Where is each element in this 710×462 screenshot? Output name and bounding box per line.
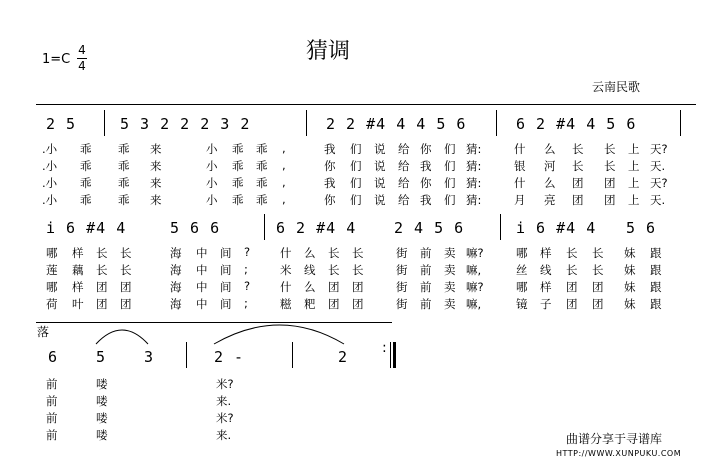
lyric-syllable: 长 (592, 246, 604, 260)
lyric-syllable: 乖 (232, 176, 244, 190)
lyric-syllable: 河 (544, 159, 556, 173)
lyric-syllable: 长 (566, 246, 578, 260)
lyric-syllable: 天. (650, 159, 666, 173)
lyric-syllable: 么 (544, 176, 556, 190)
lyric-syllable: 妹 (624, 246, 636, 260)
lyric-syllable: 米 (280, 263, 292, 277)
lyric-syllable: 团 (352, 280, 364, 294)
lyric-syllable: 给 (398, 176, 410, 190)
measure-8: 2 4 5 6 (394, 219, 465, 237)
lyric-syllable: 们 (350, 142, 362, 156)
lyric-syllable: 糍 (280, 297, 292, 311)
lyric-syllable: 们 (444, 159, 456, 173)
lyric-syllable: 亮 (544, 193, 556, 207)
lyric-syllable: 们 (350, 193, 362, 207)
lyric-syllable: 海 (170, 263, 182, 277)
measure-5: i 6 #4 4 (46, 219, 127, 237)
lyric-syllable: 街 (396, 246, 408, 260)
song-origin: 云南民歌 (592, 80, 641, 94)
lyric-syllable: 上 (628, 176, 640, 190)
lyric-syllable: 中 (196, 246, 208, 260)
lyric-syllable: 长 (328, 246, 340, 260)
lyric-syllable: 中 (196, 263, 208, 277)
measure-9: i 6 #4 4 (516, 219, 597, 237)
lyric-syllable: 你 (420, 142, 432, 156)
lyric-syllable: 天. (650, 193, 666, 207)
note-2-final: 2 (338, 348, 349, 366)
lyric-syllable: 喽 (96, 428, 108, 442)
lyric-syllable: 你 (324, 159, 336, 173)
lyric-syllable: 么 (304, 280, 316, 294)
lyric-syllable: 团 (120, 297, 132, 311)
lyric-syllable: 团 (572, 176, 584, 190)
lyric-syllable: 乖 (232, 142, 244, 156)
lyric-syllable: 们 (350, 159, 362, 173)
lyric-syllable: 前 (46, 411, 58, 425)
lyric-syllable: 么 (544, 142, 556, 156)
lyric-syllable: 跟 (650, 246, 662, 260)
lyric-syllable: 街 (396, 280, 408, 294)
lyric-syllable: 什 (280, 280, 292, 294)
lyric-syllable: 喽 (96, 394, 108, 408)
lyric-syllable: 天? (650, 142, 668, 156)
lyric-syllable: 你 (324, 193, 336, 207)
lyric-syllable: 我 (420, 159, 432, 173)
lyric-syllable: 你 (420, 176, 432, 190)
lyric-syllable: 前 (46, 428, 58, 442)
footer-url[interactable]: HTTP://WWW.XUNPUKU.COM (556, 449, 682, 458)
lyric-syllable: .小 (42, 176, 58, 190)
lyric-syllable: 前 (46, 377, 58, 391)
first-lyric-marker: 落 (37, 325, 50, 339)
lyric-syllable: 荷 (46, 297, 58, 311)
lyric-syllable: 长 (604, 142, 616, 156)
lyric-syllable: , (282, 175, 286, 189)
lyric-syllable: 小 (206, 176, 218, 190)
lyric-syllable: 上 (628, 159, 640, 173)
lyric-syllable: 们 (444, 176, 456, 190)
lyric-syllable: 长 (604, 159, 616, 173)
lyric-syllable: 团 (328, 280, 340, 294)
lyric-syllable: 来. (216, 428, 232, 442)
lyric-syllable: 团 (96, 297, 108, 311)
lyric-syllable: 银 (514, 159, 526, 173)
lyric-syllable: 街 (396, 263, 408, 277)
lyric-syllable: 团 (566, 297, 578, 311)
lyric-syllable: 前 (420, 280, 432, 294)
lyric-syllable: 给 (398, 142, 410, 156)
lyric-syllable: 长 (352, 246, 364, 260)
lyric-syllable: 什 (514, 142, 526, 156)
lyric-syllable: 哪 (46, 280, 58, 294)
tie-2-2 (214, 325, 344, 344)
lyric-syllable: 乖 (256, 176, 268, 190)
lyric-syllable: 小 (206, 193, 218, 207)
lyric-syllable: .小 (42, 142, 58, 156)
lyric-syllable: 叶 (72, 297, 84, 311)
lyric-syllable: 线 (304, 263, 316, 277)
lyric-syllable: 妹 (624, 297, 636, 311)
lyric-syllable: 间 (220, 297, 232, 311)
lyric-syllable: 们 (444, 142, 456, 156)
lyric-syllable: 前 (420, 297, 432, 311)
lyric-syllable: 粑 (304, 297, 316, 311)
lyric-syllable: 长 (328, 263, 340, 277)
note-2-dash: 2 - (214, 348, 245, 366)
lyric-syllable: 么 (304, 246, 316, 260)
lyric-syllable: 丝 (516, 263, 528, 277)
lyric-syllable: 来 (150, 176, 162, 190)
measure-2: 5 3 2 2 2 3 2 (120, 115, 251, 133)
lyric-syllable: 团 (328, 297, 340, 311)
lyric-syllable: 间 (220, 263, 232, 277)
lyric-syllable: 乖 (80, 193, 92, 207)
lyric-syllable: 乖 (256, 193, 268, 207)
lyric-syllable: 长 (96, 263, 108, 277)
lyric-syllable: 海 (170, 297, 182, 311)
lyric-syllable: .小 (42, 193, 58, 207)
time-signature-bottom: 4 (78, 59, 86, 73)
lyric-syllable: 前 (46, 394, 58, 408)
lyric-syllable: 样 (540, 246, 552, 260)
lyric-syllable: 样 (72, 280, 84, 294)
lyric-syllable: 团 (604, 193, 616, 207)
note-3: 3 (144, 348, 155, 366)
lyric-syllable: 样 (540, 280, 552, 294)
lyric-syllable: 卖 (444, 297, 456, 311)
lyric-syllable: 间 (220, 246, 232, 260)
lyric-syllable: 镜 (516, 297, 528, 311)
lyric-syllable: 我 (420, 193, 432, 207)
note-5: 5 (96, 348, 107, 366)
lyric-syllable: 卖 (444, 246, 456, 260)
lyric-syllable: 乖 (256, 159, 268, 173)
lyric-syllable: 猜: (466, 193, 482, 207)
lyric-syllable: 小 (206, 142, 218, 156)
lyric-syllable: 嘛, (466, 263, 482, 277)
lyric-syllable: 乖 (80, 159, 92, 173)
lyric-syllable: 来 (150, 142, 162, 156)
lyric-syllable: 们 (444, 193, 456, 207)
note-6: 6 (48, 348, 59, 366)
lyric-syllable: 嘛, (466, 297, 482, 311)
lyric-syllable: 前 (420, 246, 432, 260)
lyric-syllable: 海 (170, 246, 182, 260)
lyric-syllable: 妹 (624, 263, 636, 277)
measure-7: 6 2 #4 4 (276, 219, 357, 237)
key-signature: 1=C (42, 52, 71, 67)
lyric-syllable: 们 (350, 176, 362, 190)
lyric-syllable: 长 (572, 159, 584, 173)
lyric-syllable: 哪 (516, 280, 528, 294)
lyric-syllable: 给 (398, 193, 410, 207)
lyric-syllable: 团 (96, 280, 108, 294)
lyric-syllable: 跟 (650, 297, 662, 311)
lyric-syllable: 说 (374, 159, 386, 173)
song-title: 猜调 (306, 39, 351, 64)
lyric-syllable: 小 (206, 159, 218, 173)
lyric-syllable: 给 (398, 159, 410, 173)
lyric-syllable: 什 (514, 176, 526, 190)
lyric-syllable: 中 (196, 280, 208, 294)
lyric-syllable: 乖 (118, 193, 130, 207)
lyric-syllable: 团 (592, 280, 604, 294)
lyric-syllable: 莲 (46, 263, 58, 277)
lyric-syllable: 妹 (624, 280, 636, 294)
lyric-syllable: 线 (540, 263, 552, 277)
lyric-syllable: 团 (566, 280, 578, 294)
lyric-syllable: 乖 (232, 193, 244, 207)
lyric-syllable: 团 (120, 280, 132, 294)
lyric-syllable: 天? (650, 176, 668, 190)
lyric-syllable: , (282, 158, 286, 172)
lyric-syllable: 喽 (96, 377, 108, 391)
lyric-syllable: 米? (216, 411, 234, 425)
lyric-syllable: 乖 (232, 159, 244, 173)
lyric-syllable: 猜: (466, 142, 482, 156)
measure-1: 2 5 (46, 115, 77, 133)
lyric-syllable: 米? (216, 377, 234, 391)
lyric-syllable: 团 (572, 193, 584, 207)
lyric-syllable: 我 (324, 142, 336, 156)
lyric-syllable: 哪 (46, 246, 58, 260)
lyric-syllable: 长 (120, 246, 132, 260)
lyric-syllable: 跟 (650, 263, 662, 277)
lyric-syllable: 说 (374, 142, 386, 156)
lyric-syllable: .小 (42, 159, 58, 173)
lyric-syllable: 长 (566, 263, 578, 277)
lyric-syllable: 长 (96, 246, 108, 260)
lyric-syllable: 乖 (118, 176, 130, 190)
lyric-syllable: 团 (604, 176, 616, 190)
lyric-syllable: 长 (592, 263, 604, 277)
lyric-syllable: 乖 (118, 159, 130, 173)
lyric-syllable: 长 (572, 142, 584, 156)
lyric-syllable: ; (244, 296, 248, 310)
lyric-syllable: 卖 (444, 263, 456, 277)
lyric-syllable: 猜: (466, 176, 482, 190)
lyric-syllable: 乖 (256, 142, 268, 156)
measure-10: 5 6 (626, 219, 657, 237)
lyric-syllable: 什 (280, 246, 292, 260)
lyric-syllable: 乖 (80, 142, 92, 156)
lyric-syllable: 中 (196, 297, 208, 311)
lyric-syllable: 说 (374, 176, 386, 190)
lyric-syllable: ; (244, 262, 248, 276)
lyric-syllable: 喽 (96, 411, 108, 425)
lyric-syllable: 嘛? (466, 246, 484, 260)
repeat-dots: : (382, 340, 387, 356)
lyric-syllable: 街 (396, 297, 408, 311)
lyric-syllable: 来 (150, 193, 162, 207)
lyric-syllable: 海 (170, 280, 182, 294)
lyric-syllable: 样 (72, 246, 84, 260)
measure-6: 5 6 6 (170, 219, 221, 237)
lyric-syllable: 前 (420, 263, 432, 277)
slur-5-3 (96, 330, 148, 344)
lyric-syllable: 来 (150, 159, 162, 173)
lyric-syllable: 乖 (118, 142, 130, 156)
lyric-syllable: 乖 (80, 176, 92, 190)
lyric-syllable: 上 (628, 193, 640, 207)
lyric-syllable: 藕 (72, 263, 84, 277)
time-signature-top: 4 (78, 43, 86, 57)
lyric-syllable: 哪 (516, 246, 528, 260)
lyric-syllable: , (282, 141, 286, 155)
footer-credit: 曲谱分享于寻谱库 (566, 432, 663, 446)
lyric-syllable: 跟 (650, 280, 662, 294)
lyric-syllable: 团 (352, 297, 364, 311)
lyric-syllable: 嘛? (466, 280, 484, 294)
lyric-syllable: 子 (540, 297, 552, 311)
lyric-syllable: 说 (374, 193, 386, 207)
lyric-syllable: 间 (220, 280, 232, 294)
lyric-syllable: 长 (352, 263, 364, 277)
lyric-syllable: ? (244, 245, 251, 259)
lyric-syllable: 我 (324, 176, 336, 190)
measure-4: 6 2 #4 4 5 6 (516, 115, 637, 133)
lyric-syllable: 团 (592, 297, 604, 311)
measure-3: 2 2 #4 4 4 5 6 (326, 115, 467, 133)
lyric-syllable: 卖 (444, 280, 456, 294)
lyric-syllable: 上 (628, 142, 640, 156)
lyric-syllable: ? (244, 279, 251, 293)
lyric-syllable: 长 (120, 263, 132, 277)
lyric-syllable: 月 (514, 193, 526, 207)
lyric-syllable: , (282, 192, 286, 206)
lyric-syllable: 猜: (466, 159, 482, 173)
lyric-syllable: 来. (216, 394, 232, 408)
